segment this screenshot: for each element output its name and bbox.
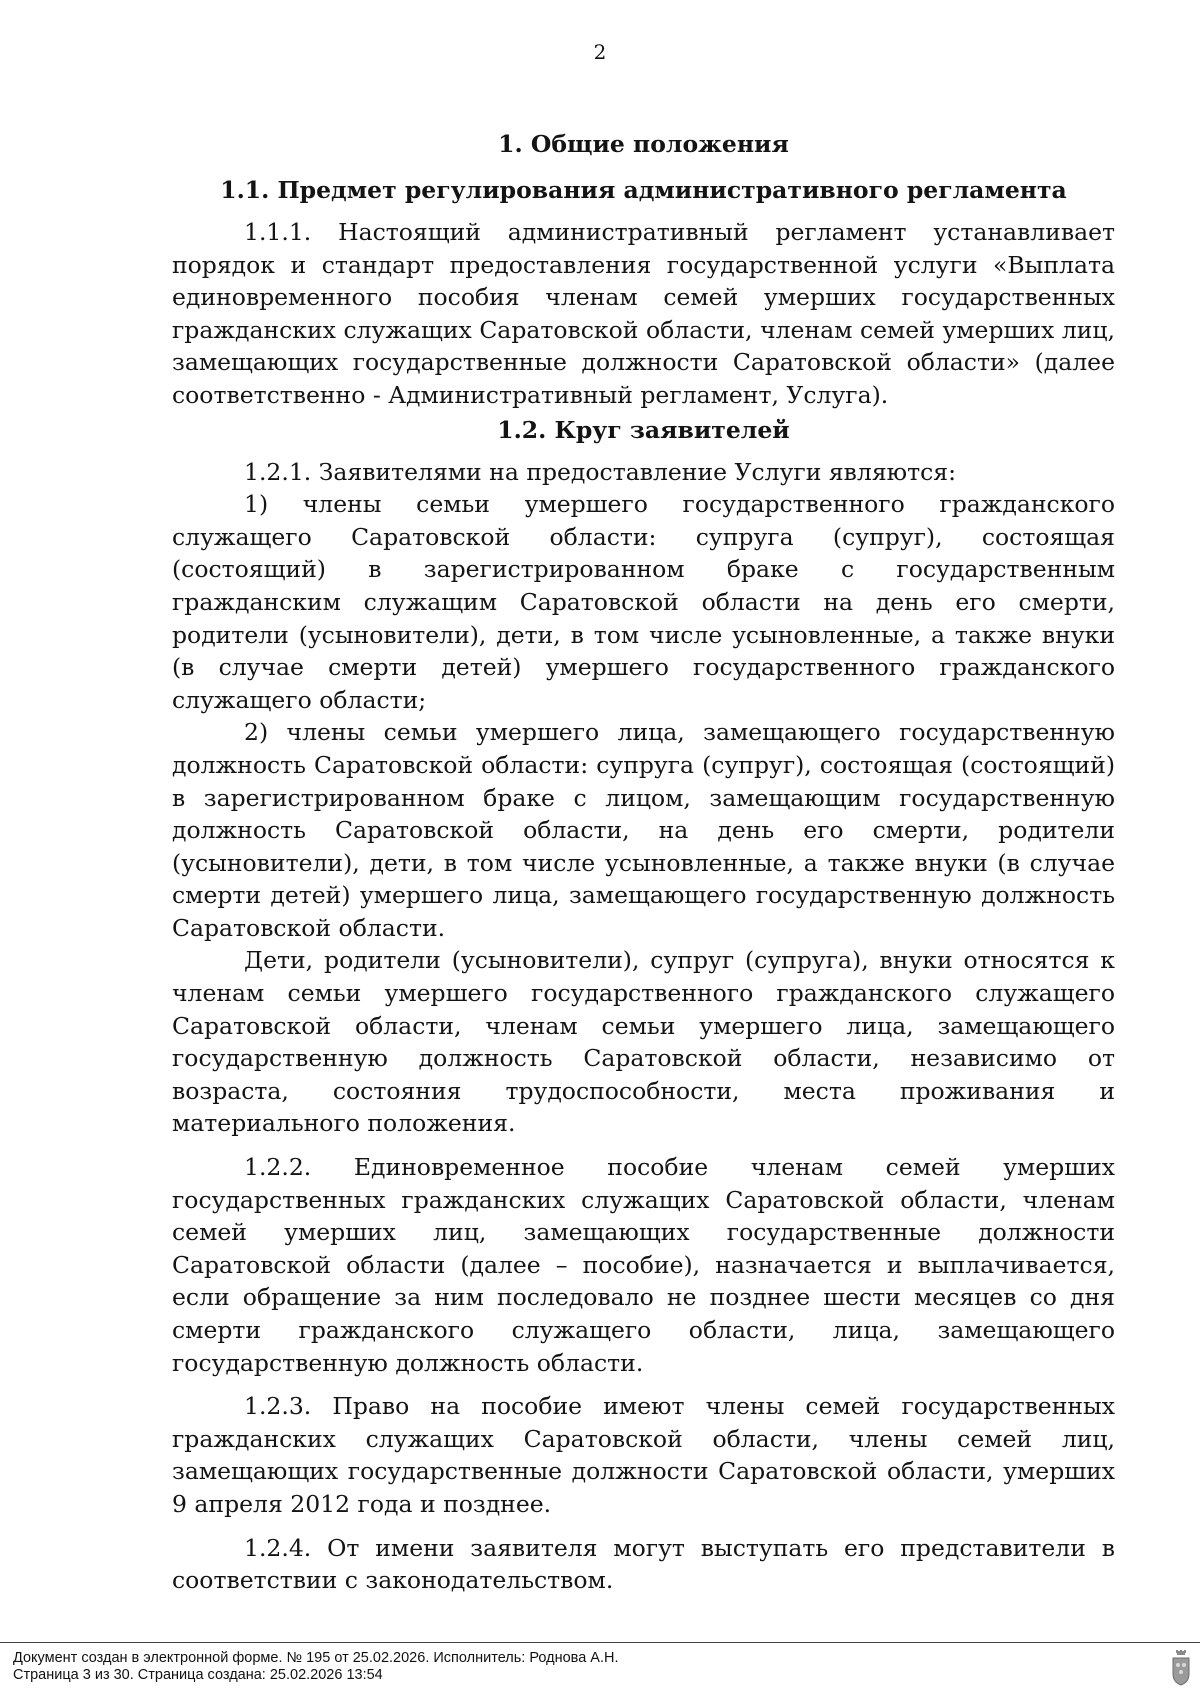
footer-line-1: Документ создан в электронной форме. № 195 от 25.02.2026. Исполнитель: Роднова А.Н. [13, 1650, 619, 1666]
paragraph-1-2-1: 1.2.1. Заявителями на предоставление Услуги являются: [244, 457, 957, 486]
section-heading: 1. Общие положения [498, 130, 789, 158]
paragraph-family-note: Дети, родители (усыновители), супруг (супруга), внуки относятся к членам семьи умершего государственного гражданского служащего Саратовской области, членам семьи умершего лица, замещающего государственную должность Саратовской области, независимо от возраста, состояния трудоспособности, места проживания и материального положения. [172, 946, 1115, 1138]
page-number: 2 [593, 40, 607, 64]
subsection-heading-1-2: 1.2. Круг заявителей [497, 415, 790, 444]
document-footer [0, 1642, 1200, 1683]
document-body [172, 128, 1115, 1597]
saratov-coat-of-arms-icon [1172, 1650, 1190, 1686]
paragraph-1-2-3: 1.2.3. Право на пособие имеют члены семей государственных гражданских служащих Саратовской области, члены семей лиц, замещающих государственные должности Саратовской области, умерших 9 апреля 2012 года и позднее. [172, 1392, 1115, 1518]
subsection-heading-1-1: 1.1. Предмет регулирования административного регламента [220, 176, 1067, 204]
footer-text [13, 1650, 619, 1684]
paragraph-1-1-1: 1.1.1. Настоящий административный регламент устанавливает порядок и стандарт предоставления государственной услуги «Выплата единовременного пособия членам семей умерших государственных гражданских служащих Саратовской области, членам семей умерших лиц, замещающих государственные должности Саратовской области» (далее соответственно - Административный регламент, Услуга). [172, 218, 1115, 409]
list-item-1: 1) члены семьи умершего государственного гражданского служащего Саратовской области: супруга (супруг), состоящая (состоящий) в зарегистрированном браке с государственным гражданским служащим Саратовской области на день его смерти, родители (усыновители), дети, в том числе усыновленные, а также внуки (в случае смерти детей) умершего государственного гражданского служащего области; [172, 490, 1115, 714]
footer-line-2: Страница 3 из 30. Страница создана: 25.02.2026 13:54 [13, 1667, 383, 1683]
paragraph-1-2-4: 1.2.4. От имени заявителя могут выступать его представители в соответствии с законодательством. [172, 1533, 1115, 1595]
list-item-2: 2) члены семьи умершего лица, замещающего государственную должность Саратовской области: супруга (супруг), состоящая (состоящий) в зарегистрированном браке с лицом, замещающим государственную должность Саратовской области, на день его смерти, родители (усыновители), дети, в том числе усыновленные, а также внуки (в случае смерти детей) умершего лица, замещающего государственную должность Саратовской области. [172, 718, 1115, 942]
paragraph-1-2-2: 1.2.2. Единовременное пособие членам семей умерших государственных гражданских служащих Саратовской области, членам семей умерших лиц, замещающих государственные должности Саратовской области (далее – пособие), назначается и выплачивается, если обращение за ним последовало не позднее шести месяцев со дня смерти гражданского служащего области, лица, замещающего государственную должность области. [172, 1153, 1115, 1377]
